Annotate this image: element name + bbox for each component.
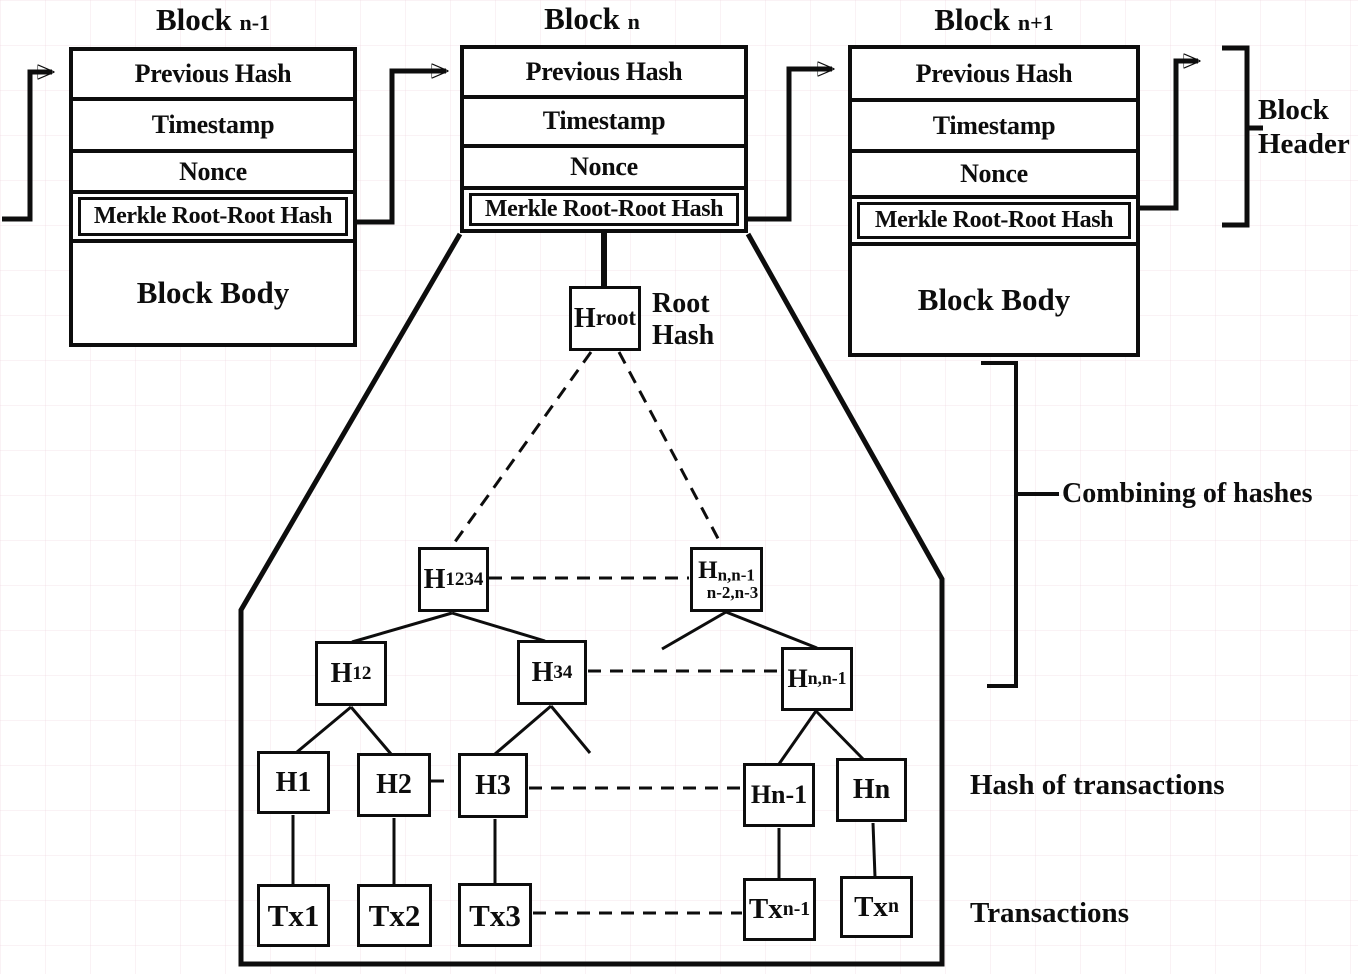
node-hn-1 xyxy=(743,763,815,827)
node-h1234-main: H xyxy=(423,563,446,595)
transactions-label xyxy=(970,897,1129,931)
row-merkle-root xyxy=(464,190,744,229)
node-h12 xyxy=(315,641,387,706)
node-hn xyxy=(836,758,907,822)
node-h34 xyxy=(517,640,587,705)
dash-hroot-h1234 xyxy=(452,352,591,546)
node-hn-n-1-line2: n-2,n-3 xyxy=(706,583,759,603)
row-timestamp-label: Timestamp xyxy=(151,110,275,139)
block-n-title-sub: n xyxy=(627,9,640,34)
block-n-title xyxy=(448,1,736,37)
edge-hnn-open-left xyxy=(662,612,726,649)
dash-hroot-hnn xyxy=(619,352,722,546)
block-n-plus-1 xyxy=(848,45,1140,357)
row-nonce-label: Nonce xyxy=(570,151,638,181)
combining-of-hashes-text: Combining of hashes xyxy=(1062,478,1313,509)
node-hn-n-1-line1 xyxy=(698,558,755,583)
block-body xyxy=(73,243,353,343)
node-h1234 xyxy=(418,547,489,612)
edge-h1234-h12 xyxy=(352,613,452,642)
row-timestamp-label: Timestamp xyxy=(542,106,666,136)
merkle-root-box xyxy=(469,193,739,226)
tree-dashed-edges xyxy=(431,352,780,913)
row-previous-hash-label: Previous Hash xyxy=(134,59,292,88)
node-h34-main: H xyxy=(531,656,554,688)
block-body xyxy=(852,246,1136,353)
node-hroot xyxy=(569,286,641,351)
node-h1 xyxy=(257,751,330,814)
edge-hnn1-hn xyxy=(816,711,863,759)
row-merkle-root-label: Merkle Root-Root Hash xyxy=(874,207,1114,233)
block-header-line1: Block xyxy=(1258,94,1329,126)
hash-of-transactions-label xyxy=(970,769,1225,803)
block-n xyxy=(460,45,748,233)
node-hroot-main: H xyxy=(573,302,596,334)
block-n-1-title xyxy=(69,2,357,38)
root-hash-line1: Root xyxy=(652,288,710,319)
combining-of-hashes-label xyxy=(1062,478,1313,510)
block-n-plus-1-title xyxy=(848,2,1140,38)
row-previous-hash-label: Previous Hash xyxy=(525,57,683,87)
node-h2 xyxy=(357,753,431,817)
row-nonce xyxy=(464,148,744,190)
node-h12-sub: 12 xyxy=(352,662,372,684)
row-previous-hash xyxy=(852,49,1136,102)
chain-arrow-out-of-block-n-plus-1 xyxy=(1140,61,1198,208)
row-nonce xyxy=(852,153,1136,199)
node-h12-main: H xyxy=(330,657,353,689)
node-hroot-sub: root xyxy=(595,305,637,331)
block-body-label: Block Body xyxy=(136,275,290,310)
row-merkle-root xyxy=(73,194,353,243)
node-txn-main: Tx xyxy=(854,890,888,923)
root-hash-label xyxy=(652,288,714,353)
block-header-label xyxy=(1258,94,1350,161)
node-txn-1-main: Tx xyxy=(748,893,783,925)
node-hn-1-label: Hn-1 xyxy=(750,780,808,809)
merkle-root-box xyxy=(857,202,1131,239)
chain-arrow-n-to-n-plus-1 xyxy=(748,69,832,219)
node-hn-n-1-sub: n,n-1 xyxy=(717,565,755,585)
node-hn-n-1-level3-main: H xyxy=(787,664,808,693)
row-merkle-root xyxy=(852,199,1136,246)
node-txn-sub: n xyxy=(887,895,899,918)
node-h2-label: H2 xyxy=(376,769,412,800)
edge-hnn-hnn1 xyxy=(726,612,817,648)
row-nonce-label: Nonce xyxy=(960,159,1028,188)
edge-h1234-h34 xyxy=(452,613,545,641)
row-timestamp xyxy=(464,99,744,147)
node-txn-1 xyxy=(743,878,816,941)
node-tx1 xyxy=(257,884,330,947)
row-merkle-root-label: Merkle Root-Root Hash xyxy=(484,196,724,222)
row-timestamp xyxy=(73,101,353,153)
node-txn-1-sub: n-1 xyxy=(782,897,811,920)
row-previous-hash xyxy=(73,51,353,101)
block-header-bracket xyxy=(1222,48,1247,225)
chain-arrow-n-1-to-n xyxy=(357,71,446,222)
node-hn-n-1-main: H xyxy=(698,556,718,584)
block-header-line2: Header xyxy=(1258,127,1350,160)
block-n-title-main: Block xyxy=(544,1,620,36)
node-hn-label: Hn xyxy=(852,774,891,805)
block-n-plus-1-title-main: Block xyxy=(934,2,1011,37)
hash-of-transactions-text: Hash of transactions xyxy=(970,769,1225,801)
node-tx2 xyxy=(357,884,432,947)
node-tx3 xyxy=(458,883,532,947)
node-tx3-label: Tx3 xyxy=(469,897,521,933)
node-txn xyxy=(840,876,913,938)
merkle-root-box xyxy=(78,197,348,236)
row-nonce-label: Nonce xyxy=(179,156,247,186)
combining-bracket xyxy=(981,363,1016,686)
row-timestamp xyxy=(852,102,1136,153)
edge-h34-open-right xyxy=(551,706,590,753)
node-h1-label: H1 xyxy=(275,766,312,798)
block-n-1 xyxy=(69,47,357,347)
row-nonce xyxy=(73,153,353,194)
chain-arrow-into-block-n-1 xyxy=(2,72,52,219)
row-previous-hash xyxy=(464,49,744,99)
node-h34-sub: 34 xyxy=(553,661,573,683)
edge-h12-h2 xyxy=(351,707,391,754)
edge-hn-txn xyxy=(873,823,875,877)
block-n-1-title-main: Block xyxy=(155,2,232,37)
block-n-plus-1-title-sub: n+1 xyxy=(1017,10,1054,35)
node-h3-label: H3 xyxy=(475,769,511,801)
node-h1234-sub: 1234 xyxy=(445,568,484,590)
node-hn-n-1-level3-sub: n,n-1 xyxy=(807,668,847,689)
row-merkle-root-label: Merkle Root-Root Hash xyxy=(93,203,333,229)
row-timestamp-label: Timestamp xyxy=(932,110,1056,140)
root-hash-line2: Hash xyxy=(652,320,715,352)
node-h3 xyxy=(458,753,528,818)
edge-h12-h1 xyxy=(297,707,351,752)
block-n-1-title-sub: n-1 xyxy=(239,10,271,35)
node-tx2-label: Tx2 xyxy=(368,898,421,933)
row-previous-hash-label: Previous Hash xyxy=(915,58,1073,88)
edge-h34-h3 xyxy=(495,706,551,754)
node-hn-n-1-level3 xyxy=(781,647,853,711)
block-body-label: Block Body xyxy=(917,281,1071,317)
edge-hnn1-hn-1 xyxy=(779,711,816,764)
node-hn-n-1-n-2-n-3 xyxy=(690,547,763,612)
node-tx1-label: Tx1 xyxy=(267,898,320,933)
transactions-text: Transactions xyxy=(970,897,1129,929)
